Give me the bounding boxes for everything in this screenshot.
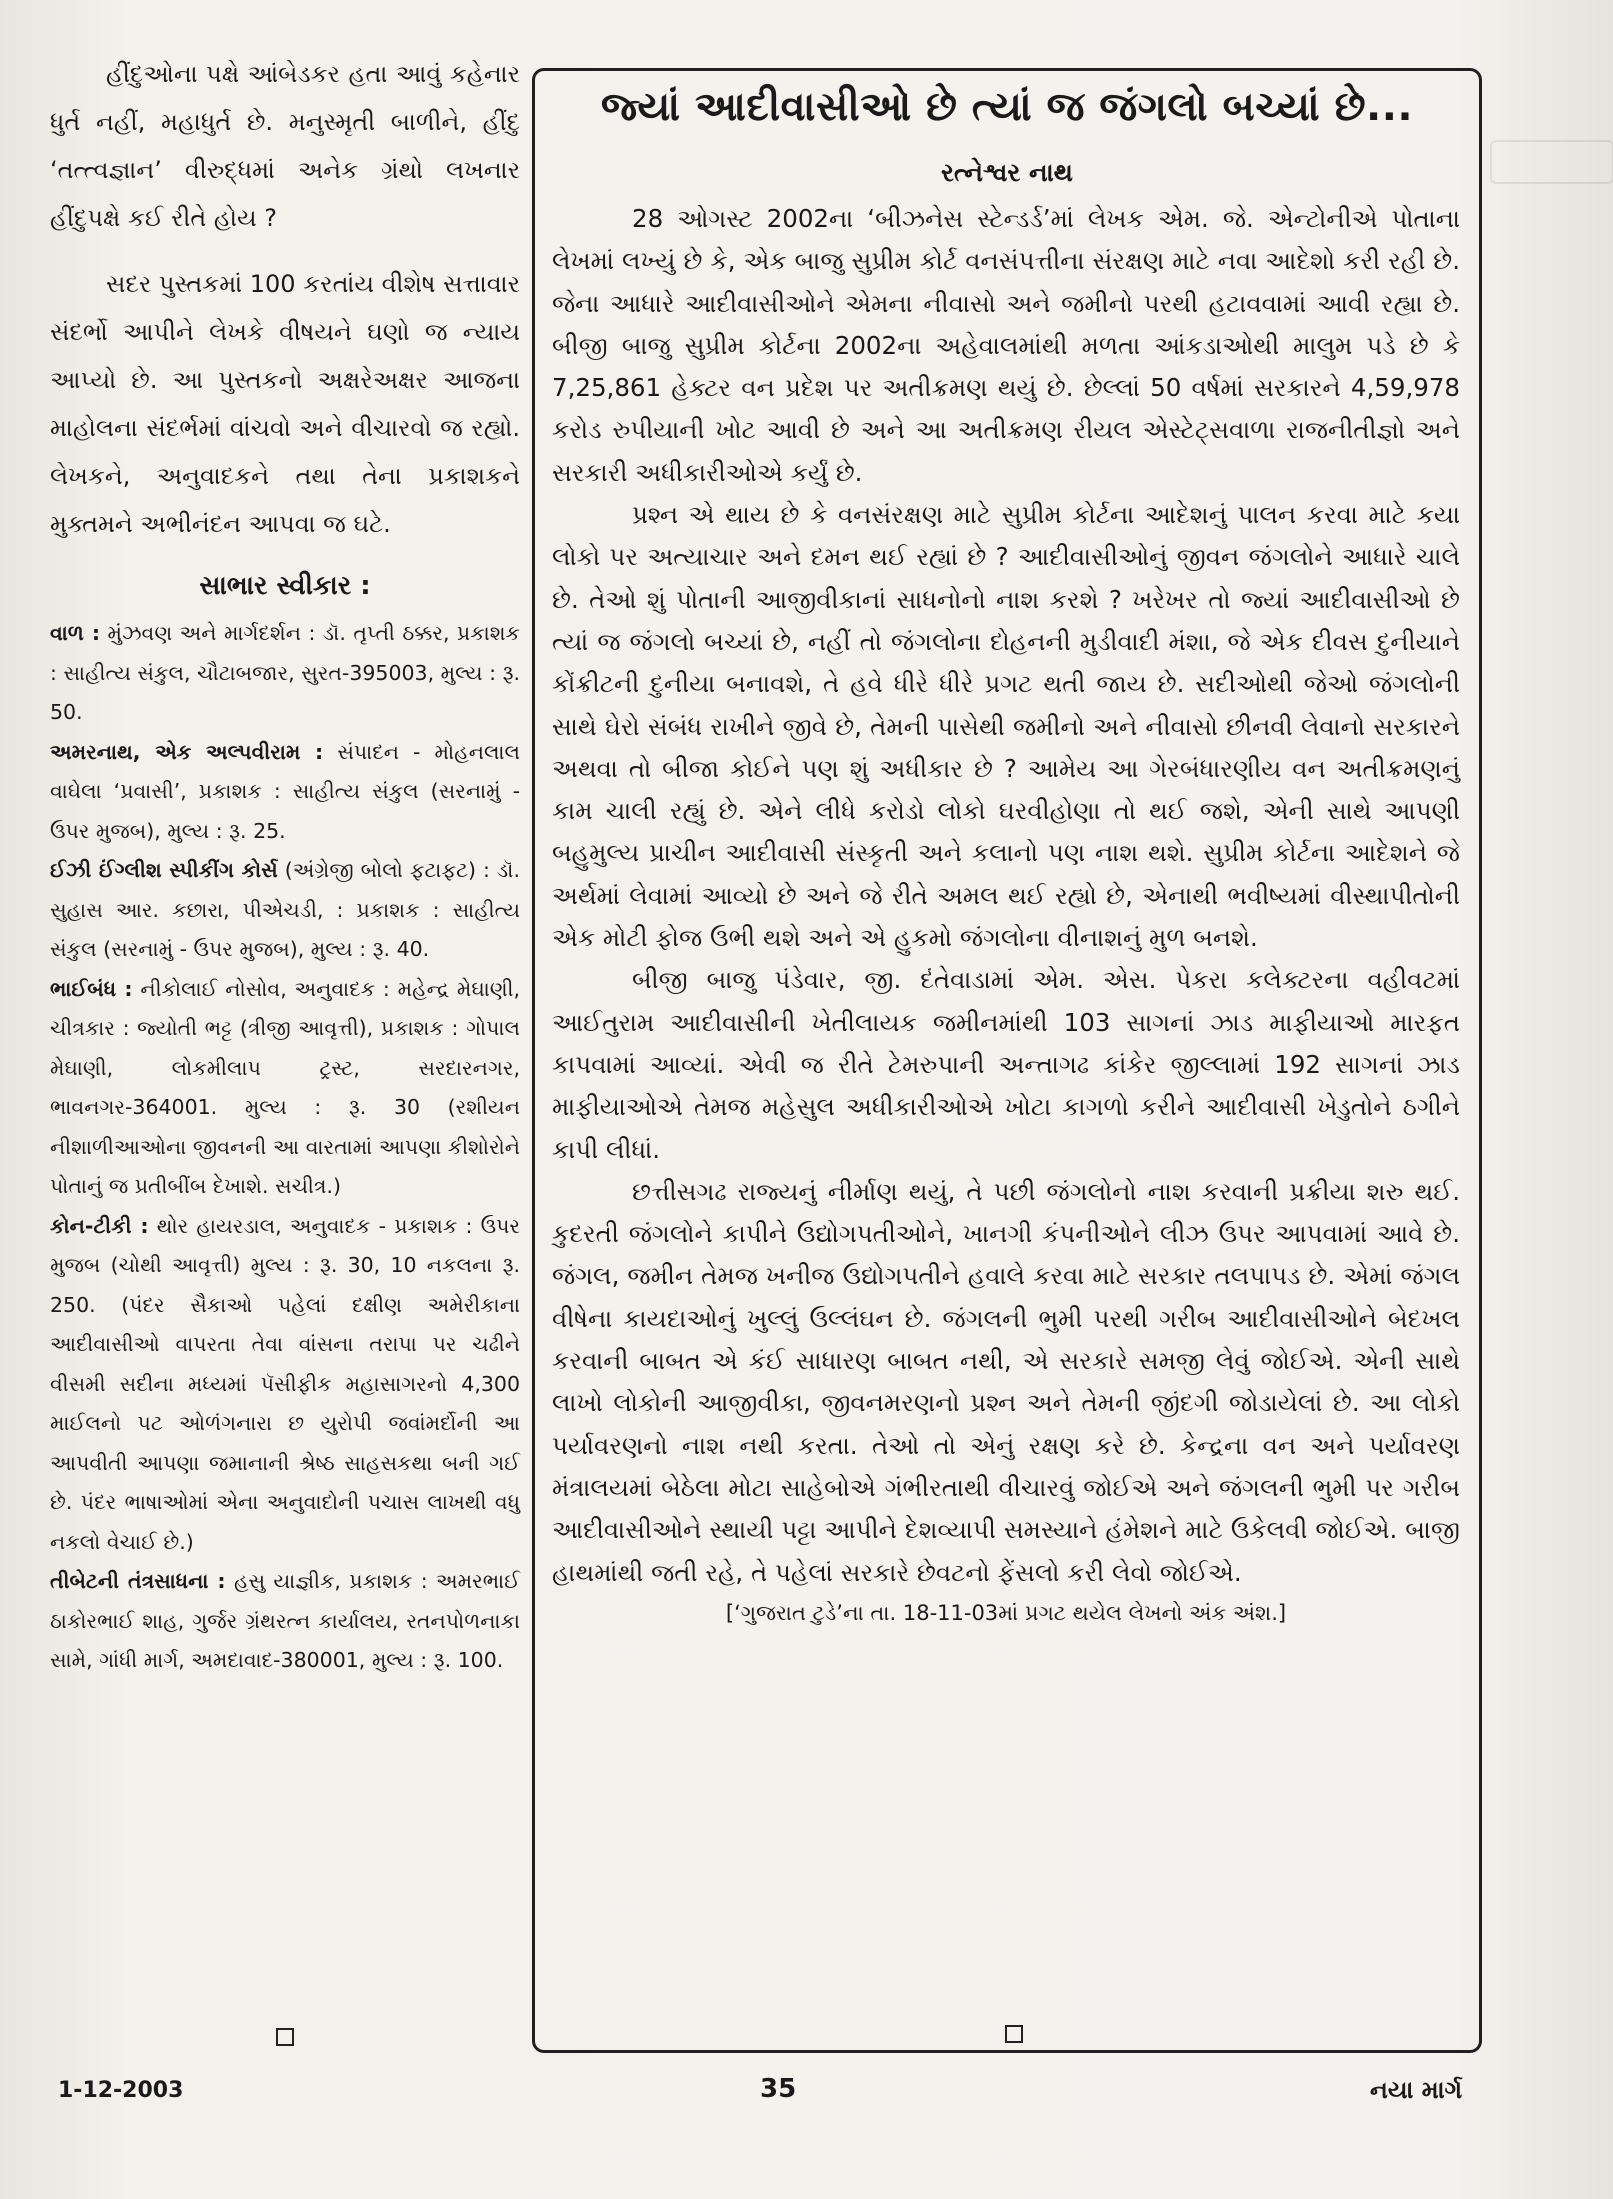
ack-item-title: ભાઈબંધ : — [50, 976, 133, 1001]
magazine-name: નયા માર્ગ — [1370, 2076, 1463, 2104]
ack-item-text: હસુ યાજ્ઞીક, પ્રકાશક : અમરભાઈ ઠાકોરભાઈ શાહ, ગુર્જર ગ્રંથરત્ન કાર્યાલય, રતનપોળનાકા સામે, ગાંધી માર્ગ, અમદાવાદ-380001, મુલ્ય : રૂ. 100. — [50, 1569, 520, 1672]
end-mark-icon — [1005, 2025, 1023, 2043]
article-paragraph: બીજી બાજુ પંડેવાર, જી. દંતેવાડામાં એમ. એસ. પેકરા કલેક્ટરના વહીવટમાં આઈતુરામ આદીવાસીની ખેતીલાયક જમીનમાંથી 103 સાગનાં ઝાડ માફીયાઓ મારફત કાપવામાં આવ્યાં. એવી જ રીતે ટેમરુપાની અન્તાગઢ કાંકેર જીલ્લામાં 192 સાગનાં ઝાડ માફીયાઓએ તેમજ મહેસુલ અધીકારીઓએ ખોટા કાગળો કરીને આદીવાસી ખેડુતોને ઠગીને કાપી લીધાં. — [552, 965, 1460, 1164]
ack-item-title: વાળ : — [50, 621, 101, 645]
left-paragraph-1: હીંદુઓના પક્ષે આંબેડકર હતા આવું કહેનાર ધુર્ત નહીં, મહાધુર્ત છે. મનુસ્મૃતી બાળીને, હીંદુ ‘તત્ત્વજ્ઞાન’ વીરુદ્ધમાં અનેક ગ્રંથો લખનાર હીંદુપક્ષે કઈ રીતે હોય ? — [50, 60, 520, 232]
article-source-note: [‘ગુજરાત ટુડે’ના તા. 18-11-03માં પ્રગટ થયેલ લેખનો અંક અંશ.] — [725, 1600, 1287, 1625]
ack-item — [50, 851, 520, 970]
ack-item-text: નીકોલાઈ નોસોવ, અનુવાદક : મહેન્દ્ર મેઘાણી, ચીત્રકાર : જ્યોતી ભટ્ટ (ત્રીજી આવૃત્તી), પ્રકાશક : ગોપાલ મેઘાણી, લોકમીલાપ ટ્રસ્ટ, સરદારનગર, ભાવનગર-364001. મુલ્ય : રૂ. 30 (રશીયન નીશાળીઆઓના જીવનની આ વારતામાં આપણા કીશોરોને પોતાનું જ પ્રતીબીંબ દેખાશે. સચીત્ર.) — [50, 976, 520, 1198]
page-number: 35 — [760, 2074, 797, 2104]
ack-item — [50, 614, 520, 733]
article-body — [552, 198, 1460, 1632]
bleed-through-mark — [1490, 140, 1613, 184]
ack-item-text: (અંગ્રેજી બોલો ફટાફટ) : ડૉ. સુહાસ આર. કછારા, પીએચડી, : પ્રકાશક : સાહીત્ય સંકુલ (સરનામું - ઉપર મુજબ), મુલ્ય : રૂ. 40. — [50, 858, 520, 961]
article-paragraph: પ્રશ્ન એ થાય છે કે વનસંરક્ષણ માટે સુપ્રીમ કોર્ટના આદેશનું પાલન કરવા માટે કયા લોકો પર અત્યાચાર અને દમન થઈ રહ્યાં છે ? આદીવાસીઓનું જીવન જંગલોને આધારે ચાલે છે. તેઓ શું પોતાની આજીવીકાનાં સાધનોનો નાશ કરશે ? ખરેખર તો જ્યાં આદીવાસીઓ છે ત્યાં જ જંગલો બચ્યાં છે, નહીં તો જંગલોના દોહનની મુડીવાદી મંશા, જે એક દીવસ દુનીયાને કોંક્રીટની દુનીયા બનાવશે, તે હવે ધીરે ધીરે પ્રગટ થતી જાય છે. સદીઓથી જેઓ જંગલોની સાથે ઘેરો સંબંધ રાખીને જીવે છે, તેમની પાસેથી જમીનો અને નીવાસો છીનવી લેવાનો સરકારને અથવા તો બીજા કોઈને પણ શું અધીકાર છે ? આમેય આ ગેરબંધારણીય વન અતીક્રમણનું કામ ચાલી રહ્યું છે. એને લીધે કરોડો લોકો ઘરવીહોણા તો થઈ જશે, એની સાથે આપણી બહુમુલ્ય પ્રાચીન આદીવાસી સંસ્કૃતી અને કલાનો પણ નાશ થશે. સુપ્રીમ કોર્ટના આદેશને જે અર્થમાં લેવામાં આવ્યો છે અને જે રીતે અમલ થઈ રહ્યો છે, એનાથી ભવીષ્યમાં વીસ્થાપીતોની એક મોટી ફોજ ઉભી થશે અને એ હુકમો જંગલોના વીનાશનું મુળ બનશે. — [552, 500, 1460, 953]
ack-item — [50, 1207, 520, 1563]
end-mark-icon — [276, 2028, 294, 2046]
ack-item — [50, 970, 520, 1207]
ack-item-text: થોર હાયરડાલ, અનુવાદક - પ્રકાશક : ઉપર મુજબ (ચોથી આવૃત્તી) મુલ્ય : રૂ. 30, 10 નકલના રૂ. 250. (પંદર સૈકાઓ પહેલાં દક્ષીણ અમેરીકાના આદીવાસીઓ વાપરતા તેવા વાંસના તરાપા પર ચઢીને વીસમી સદીના મધ્યમાં પૅસીફીક મહાસાગરનો 4,300 માઈલનો પટ ઓળંગનારા છ યુરોપી જવાંમર્દોની આ આપવીતી આપણા જમાનાની શ્રેષ્ઠ સાહસકથા બની ગઈ છે. પંદર ભાષાઓમાં એના અનુવાદોની પચાસ લાખથી વધુ નકલો વેચાઈ છે.) — [50, 1213, 521, 1554]
article-paragraph: છત્તીસગઢ રાજ્યનું નીર્માણ થયું, તે પછી જંગલોનો નાશ કરવાની પ્રક્રીયા શરુ થઈ. કુદરતી જંગલોને કાપીને ઉદ્યોગપતીઓને, ખાનગી કંપનીઓને લીઝ ઉપર આપવામાં આવે છે. જંગલ, જમીન તેમજ ખનીજ ઉદ્યોગપતીને હવાલે કરવા માટે સરકાર તલપાપડ છે. એમાં જંગલ વીષેના કાયદાઓનું ખુલ્લું ઉલ્લંઘન છે. જંગલની ભુમી પરથી ગરીબ આદીવાસીઓને બેદખલ કરવાની બાબત એ કંઈ સાધારણ બાબત નથી, એ સરકારે સમજી લેવું જોઈએ. એની સાથે લાખો લોકોની આજીવીકા, જીવનમરણનો પ્રશ્ન અને તેમની જીંદગી જોડાયેલાં છે. આ લોકો પર્યાવરણનો નાશ નથી કરતા. તેઓ તો એનું રક્ષણ કરે છે. કેન્દ્રના વન અને પર્યાવરણ મંત્રાલયમાં બેઠેલા મોટા સાહેબોએ ગંભીરતાથી વીચારવું જોઈએ અને જંગલની ભુમી પર ગરીબ આદીવાસીઓને સ્થાયી પટ્ટા આપીને દેશવ્યાપી સમસ્યાને હંમેશને માટે ઉકેલવી જોઈએ. બાજી હાથમાંથી જતી રહે, તે પહેલાં સરકારે છેવટનો ફેંસલો કરી લેવો જોઈએ. — [552, 1176, 1460, 1587]
acknowledgement-list — [50, 614, 520, 1681]
article-headline: જ્યાં આદીવાસીઓ છે ત્યાં જ જંગલો બચ્યાં છે... — [600, 84, 1414, 130]
ack-item-title: કોન-ટીકી : — [50, 1213, 149, 1238]
ack-item — [50, 1562, 520, 1681]
ack-item-title: તીબેટની તંત્રસાધના : — [50, 1569, 226, 1593]
ack-item-text: સંપાદન - મોહનલાલ વાઘેલા ‘પ્રવાસી’, પ્રકાશક : સાહીત્ય સંકુલ (સરનામું - ઉપર મુજબ), મુલ્ય : રૂ. 25. — [50, 739, 520, 843]
left-column — [50, 50, 520, 1681]
ack-item-text: મુંઝવણ અને માર્ગદર્શન : ડૉ. તૃપ્તી ઠક્કર, પ્રકાશક : સાહીત્ય સંકુલ, ચૌટાબજાર, સુરત-395003, મુલ્ય : રૂ. 50. — [50, 621, 520, 724]
ack-item-title: ઈઝી ઈંગ્લીશ સ્પીકીંગ કોર્સ — [50, 858, 278, 882]
article-author: રત્નેશ્વર નાથ — [941, 158, 1073, 187]
ack-item-title: અમરનાથ, એક અલ્પવીરામ : — [50, 739, 324, 764]
left-paragraph-2: સદર પુસ્તકમાં 100 કરતાંય વીશેષ સત્તાવાર સંદર્ભો આપીને લેખકે વીષયને ઘણો જ ન્યાય આપ્યો છે. આ પુસ્તકનો અક્ષરેઅક્ષર આજના માહોલના સંદર્ભમાં વાંચવો અને વીચારવો જ રહ્યો. લેખકને, અનુવાદકને તથા તેના પ્રકાશકને મુક્તમને અભીનંદન આપવા જ ઘટે. — [50, 270, 520, 538]
article-paragraph: 28 ઓગસ્ટ 2002ના ‘બીઝનેસ સ્ટેન્ડર્ડ’માં લેખક એમ. જે. એન્ટોનીએ પોતાના લેખમાં લખ્યું છે કે, એક બાજુ સુપ્રીમ કોર્ટ વનસંપત્તીના સંરક્ષણ માટે નવા આદેશો કરી રહી છે. જેના આધારે આદીવાસીઓને એમના નીવાસો અને જમીનો પરથી હટાવવામાં આવી રહ્યા છે. બીજી બાજુ સુપ્રીમ કોર્ટના 2002ના અહેવાલમાંથી મળતા આંકડાઓથી માલુમ પડે છે કે 7,25,861 હેક્ટર વન પ્રદેશ પર અતીક્રમણ થયું છે. છેલ્લાં 50 વર્ષમાં સરકારને 4,59,978 કરોડ રુપીયાની ખોટ આવી છે અને આ અતીક્રમણ રીયલ એસ્ટેટ્સવાળા રાજનીતીજ્ઞો અને સરકારી અધીકારીઓએ કર્યું છે. — [552, 204, 1460, 487]
acknowledgement-title: સાભાર સ્વીકાર : — [199, 571, 371, 601]
footer-date: 1-12-2003 — [58, 2078, 184, 2103]
ack-item — [50, 733, 520, 852]
